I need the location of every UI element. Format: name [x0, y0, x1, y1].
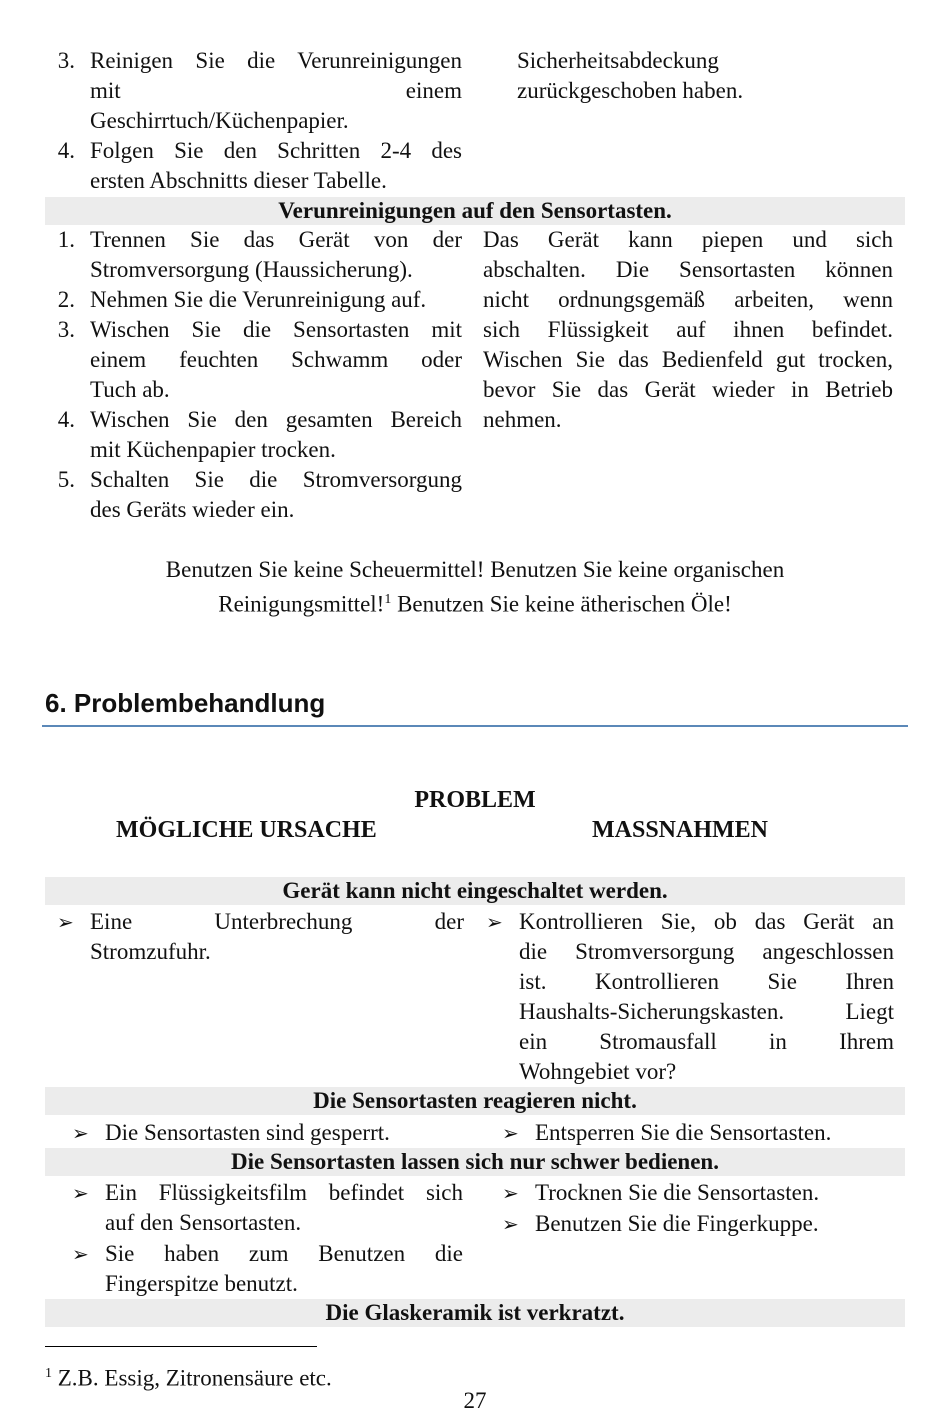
note-line: sich Flüssigkeit auf ihnen befindet.: [483, 317, 893, 342]
step-number: 4.: [57, 138, 75, 163]
header-cause: MÖGLICHE URSACHE: [116, 817, 377, 843]
section-band-title: Verunreinigungen auf den Sensortasten.: [45, 197, 905, 225]
step-text: Tuch ab.: [90, 377, 170, 402]
action-text: Kontrollieren Sie, ob das Gerät an: [519, 909, 894, 934]
note-line: abschalten. Die Sensortasten können: [483, 257, 893, 282]
note-line: Wischen Sie das Bedienfeld gut trocken,: [483, 347, 893, 372]
step-text: Reinigen Sie die Verunreinigungen: [90, 48, 462, 73]
arrow-bullet-icon: ➢: [502, 1181, 519, 1205]
warning-line-part: Benutzen Sie keine ätherischen Öle!: [391, 591, 732, 617]
step-number: 5.: [57, 467, 75, 492]
note-line: Das Gerät kann piepen und sich: [483, 227, 893, 252]
step-text: des Geräts wieder ein.: [90, 497, 295, 522]
action-text: Haushalts-Sicherungskasten. Liegt: [519, 999, 894, 1024]
step-text: Wischen Sie den gesamten Bereich: [90, 407, 462, 432]
warning-line-part: Reinigungsmittel!: [218, 591, 385, 617]
cause-text: Eine Unterbrechung der: [90, 909, 464, 934]
arrow-bullet-icon: ➢: [72, 1181, 89, 1205]
step-number: 1.: [57, 227, 75, 252]
arrow-bullet-icon: ➢: [72, 1121, 89, 1145]
step-text: Nehmen Sie die Verunreinigung auf.: [90, 287, 427, 312]
cause-text: auf den Sensortasten.: [105, 1210, 302, 1235]
step-text: mit Küchenpapier trocken.: [90, 437, 336, 462]
step-text: Stromversorgung (Haussicherung).: [90, 257, 413, 282]
step-number: 3.: [57, 48, 75, 73]
step-text: Trennen Sie das Gerät von der: [90, 227, 462, 252]
step-text: ersten Abschnitts dieser Tabelle.: [90, 168, 387, 193]
arrow-bullet-icon: ➢: [486, 910, 503, 934]
footnote-text: Z.B. Essig, Zitronensäure etc.: [52, 1365, 332, 1391]
step-text: Folgen Sie den Schritten 2-4 des: [90, 138, 462, 163]
step-text: Geschirrtuch/Küchenpapier.: [90, 108, 349, 133]
action-text: Wohngebiet vor?: [519, 1059, 677, 1084]
step-number: 3.: [57, 317, 75, 342]
arrow-bullet-icon: ➢: [72, 1242, 89, 1266]
heading-rule: [42, 725, 908, 727]
action-text: Benutzen Sie die Fingerkuppe.: [535, 1211, 819, 1236]
problem-title: Die Sensortasten lassen sich nur schwer bedienen.: [45, 1148, 905, 1176]
action-text: die Stromversorgung angeschlossen: [519, 939, 894, 964]
problem-title: Die Sensortasten reagieren nicht.: [45, 1087, 905, 1115]
step-text: mit einem: [90, 78, 462, 103]
step-number: 4.: [57, 407, 75, 432]
cause-text: Ein Flüssigkeitsfilm befindet sich: [105, 1180, 463, 1205]
problem-title: Die Glaskeramik ist verkratzt.: [45, 1299, 905, 1327]
cause-text: Fingerspitze benutzt.: [105, 1271, 298, 1296]
note-line: Sicherheitsabdeckung: [517, 48, 719, 73]
cause-text: Sie haben zum Benutzen die: [105, 1241, 463, 1266]
action-text: Entsperren Sie die Sensortasten.: [535, 1120, 832, 1145]
section-heading: 6. Problembehandlung: [45, 688, 326, 718]
action-text: ein Stromausfall in Ihrem: [519, 1029, 894, 1054]
arrow-bullet-icon: ➢: [502, 1212, 519, 1236]
problem-title: Gerät kann nicht eingeschaltet werden.: [45, 877, 905, 905]
footnote-rule: [45, 1346, 317, 1347]
footnote-ref: 1: [384, 592, 392, 607]
action-text: Trocknen Sie die Sensortasten.: [535, 1180, 820, 1205]
warning-line: [0, 585, 950, 620]
arrow-bullet-icon: ➢: [502, 1121, 519, 1145]
cause-text: Stromzufuhr.: [90, 939, 211, 964]
note-line: nehmen.: [483, 407, 562, 432]
step-text: Wischen Sie die Sensortasten mit: [90, 317, 462, 342]
footnote-marker: 1: [45, 1366, 52, 1381]
header-problem: PROBLEM: [414, 787, 536, 813]
arrow-bullet-icon: ➢: [57, 910, 74, 934]
note-line: nicht ordnungsgemäß arbeiten, wenn: [483, 287, 893, 312]
step-number: 2.: [57, 287, 75, 312]
step-text: Schalten Sie die Stromversorgung: [90, 467, 462, 492]
warning-line: Benutzen Sie keine Scheuermittel! Benutzen Sie keine organischen: [165, 557, 785, 582]
note-line: bevor Sie das Gerät wieder in Betrieb: [483, 377, 893, 402]
note-line: zurückgeschoben haben.: [517, 78, 744, 103]
header-action: MASSNAHMEN: [592, 817, 769, 843]
page-number: 27: [463, 1388, 487, 1413]
action-text: ist. Kontrollieren Sie Ihren: [519, 969, 894, 994]
step-text: einem feuchten Schwamm oder: [90, 347, 462, 372]
cause-text: Die Sensortasten sind gesperrt.: [105, 1120, 390, 1145]
